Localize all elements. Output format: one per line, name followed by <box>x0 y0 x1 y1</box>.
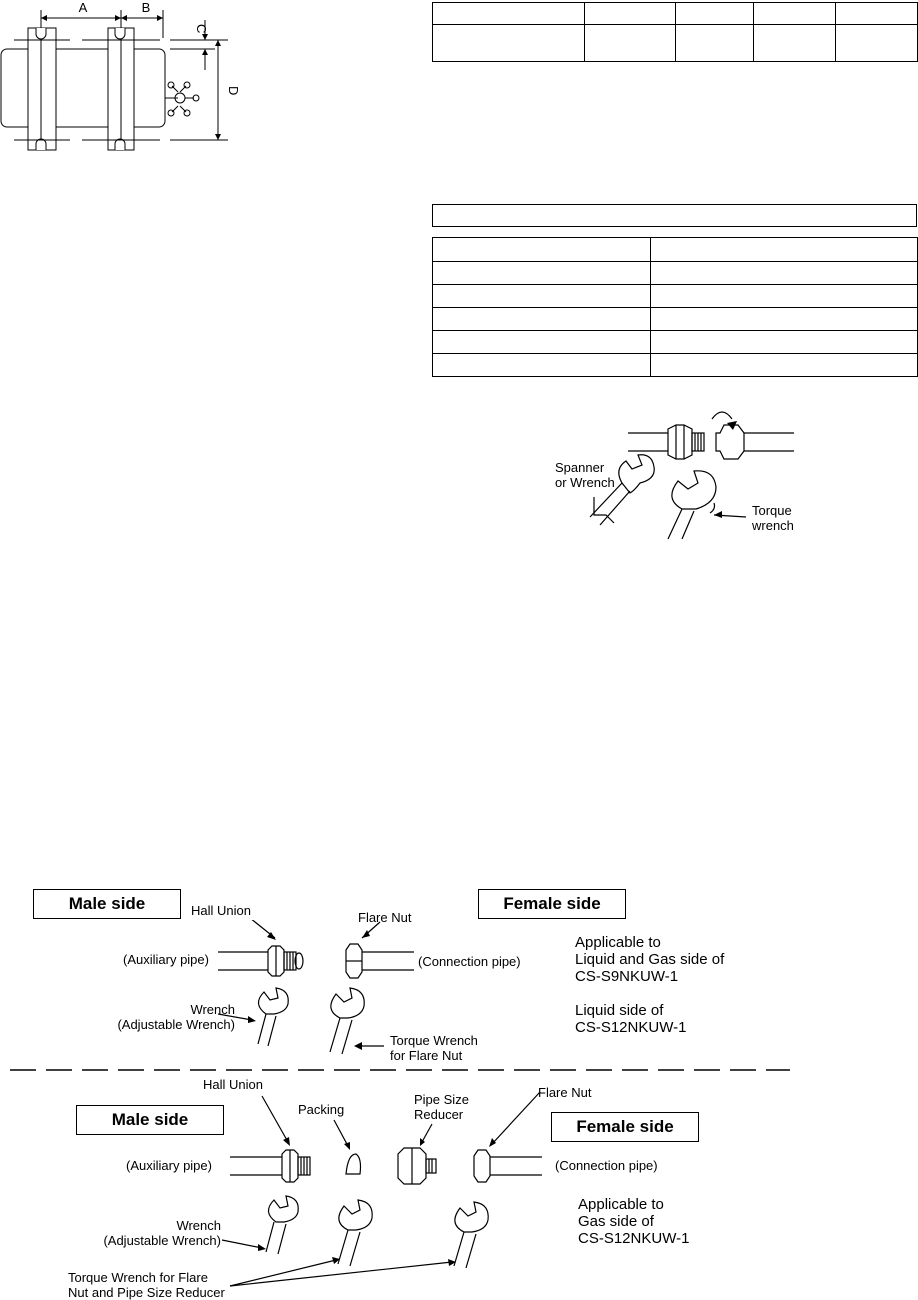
table-cell <box>651 354 918 377</box>
wrench-label: Wrench (Adjustable Wrench) <box>117 1002 235 1032</box>
table-header-bar <box>432 204 917 227</box>
female-side-label-lower: Female side <box>551 1112 699 1142</box>
hall-union-label: Hall Union <box>191 903 251 918</box>
table-cell <box>651 262 918 285</box>
table-cell <box>676 25 754 62</box>
table-cell <box>651 285 918 308</box>
table-row <box>433 285 918 308</box>
table-cell <box>433 308 651 331</box>
table-cell <box>433 25 585 62</box>
mounting-dimension-figure <box>0 0 250 160</box>
table-row <box>433 308 918 331</box>
table-row <box>433 331 918 354</box>
table-row <box>433 354 918 377</box>
torque-wrench-label: Torque wrench <box>752 503 794 533</box>
upper-pipe-drawing <box>0 920 560 1060</box>
wrench-label-lower: Wrench (Adjustable Wrench) <box>103 1218 221 1248</box>
table-cell <box>754 3 836 25</box>
female-side-label: Female side <box>478 889 626 919</box>
table-cell <box>651 331 918 354</box>
connection-pipe-label: (Connection pipe) <box>418 954 521 969</box>
table-cell <box>433 3 585 25</box>
table-cell <box>651 238 918 262</box>
table-cell <box>651 308 918 331</box>
dimension-table <box>432 2 918 62</box>
table-row <box>433 3 918 25</box>
dim-d-label: D <box>226 86 241 96</box>
table-cell <box>433 238 651 262</box>
table-cell <box>433 331 651 354</box>
male-side-label-lower: Male side <box>76 1105 224 1135</box>
flare-nut-label-lower: Flare Nut <box>538 1085 592 1100</box>
table-cell <box>585 3 676 25</box>
hall-union-label-lower: Hall Union <box>203 1077 263 1092</box>
table-cell <box>676 3 754 25</box>
table-cell <box>585 25 676 62</box>
lower-pipe-drawing <box>0 1080 560 1298</box>
torque-table <box>432 237 918 377</box>
table-cell <box>754 25 836 62</box>
auxiliary-pipe-label-lower: (Auxiliary pipe) <box>126 1158 212 1173</box>
section-divider <box>10 1067 790 1073</box>
dim-a-label: A <box>78 0 88 15</box>
table-cell <box>433 262 651 285</box>
spanner-or-wrench-label: Spanner or Wrench <box>555 460 615 490</box>
table-cell <box>836 25 918 62</box>
torque-wrench-reducer-label: Torque Wrench for Flare Nut and Pipe Size Reducer <box>68 1270 225 1300</box>
table-row <box>433 262 918 285</box>
dim-b-label: B <box>141 0 151 15</box>
dim-c-label: C <box>194 24 209 34</box>
table-cell <box>433 285 651 308</box>
pipe-size-reducer-label: Pipe Size Reducer <box>414 1092 469 1122</box>
flare-nut-label: Flare Nut <box>358 910 412 925</box>
table-cell <box>836 3 918 25</box>
packing-label: Packing <box>298 1102 345 1117</box>
applicable-gas-s12-note: Applicable to Gas side of CS-S12NKUW-1 <box>578 1196 690 1247</box>
auxiliary-pipe-label: (Auxiliary pipe) <box>123 952 209 967</box>
male-side-label: Male side <box>33 889 181 919</box>
table-row <box>433 238 918 262</box>
table-cell <box>433 354 651 377</box>
torque-wrench-flare-label: Torque Wrench for Flare Nut <box>390 1033 478 1063</box>
connection-pipe-label-lower: (Connection pipe) <box>555 1158 658 1173</box>
liquid-side-s12-note: Liquid side of CS-S12NKUW-1 <box>575 1002 687 1036</box>
applicable-to-s9-note: Applicable to Liquid and Gas side of CS-S9NKUW-1 <box>575 934 725 985</box>
table-row <box>433 25 918 62</box>
